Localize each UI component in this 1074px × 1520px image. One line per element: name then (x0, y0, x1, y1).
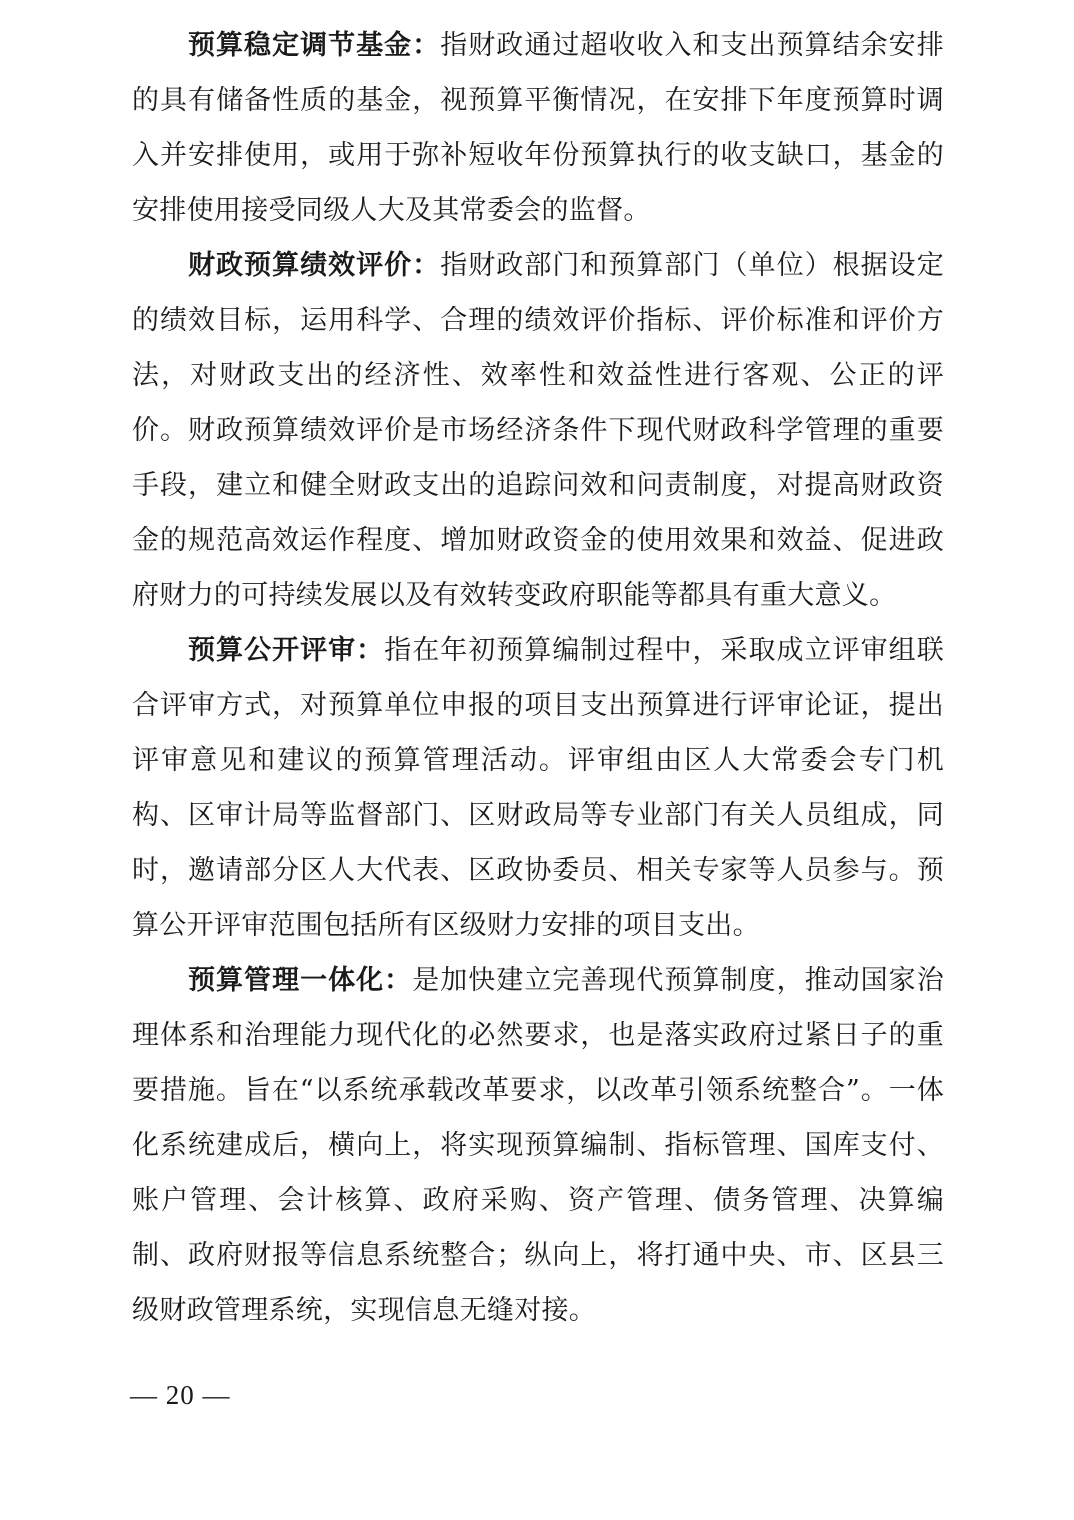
paragraph-budget-integration (132, 953, 944, 1338)
paragraph-budget-stabilization-fund (132, 18, 944, 238)
paragraph-performance-evaluation (132, 238, 944, 623)
term-heading: 预算管理一体化： (188, 965, 413, 996)
paragraph-text: 指财政部门和预算部门（单位）根据设定的绩效目标，运用科学、合理的绩效评价指标、评价标准和评价方法，对财政支出的经济性、效率性和效益性进行客观、公正的评价。财政预算绩效评价是市场经济条件下现代财政科学管理的重要手段，建立和健全财政支出的追踪问效和问责制度，对提高财政资金的规范高效运作程度、增加财政资金的使用效果和效益、促进政府财力的可持续发展以及有效转变政府职能等都具有重大意义。 (132, 250, 945, 611)
term-heading: 预算公开评审： (188, 635, 385, 666)
term-heading: 预算稳定调节基金： (188, 30, 441, 61)
document-body (132, 18, 944, 1338)
paragraph-text: 指财政通过超收收入和支出预算结余安排的具有储备性质的基金，视预算平衡情况，在安排下年度预算时调入并安排使用，或用于弥补短收年份预算执行的收支缺口，基金的安排使用接受同级人大及其常委会的监督。 (132, 30, 945, 226)
term-heading: 财政预算绩效评价： (188, 250, 441, 281)
paragraph-text: 是加快建立完善现代预算制度，推动国家治理体系和治理能力现代化的必然要求，也是落实政府过紧日子的重要措施。旨在“以系统承载改革要求，以改革引领系统整合”。一体化系统建成后，横向上，将实现预算编制、指标管理、国库支付、账户管理、会计核算、政府采购、资产管理、债务管理、决算编制、政府财报等信息系统整合；纵向上，将打通中央、市、区县三级财政管理系统，实现信息无缝对接。 (132, 965, 944, 1326)
page-number: — 20 — (130, 1380, 231, 1410)
paragraph-text: 指在年初预算编制过程中，采取成立评审组联合评审方式，对预算单位申报的项目支出预算进行评审论证，提出评审意见和建议的预算管理活动。评审组由区人大常委会专门机构、区审计局等监督部门、区财政局等专业部门有关人员组成，同时，邀请部分区人大代表、区政协委员、相关专家等人员参与。预算公开评审范围包括所有区级财力安排的项目支出。 (132, 635, 944, 941)
paragraph-public-review (132, 623, 944, 953)
